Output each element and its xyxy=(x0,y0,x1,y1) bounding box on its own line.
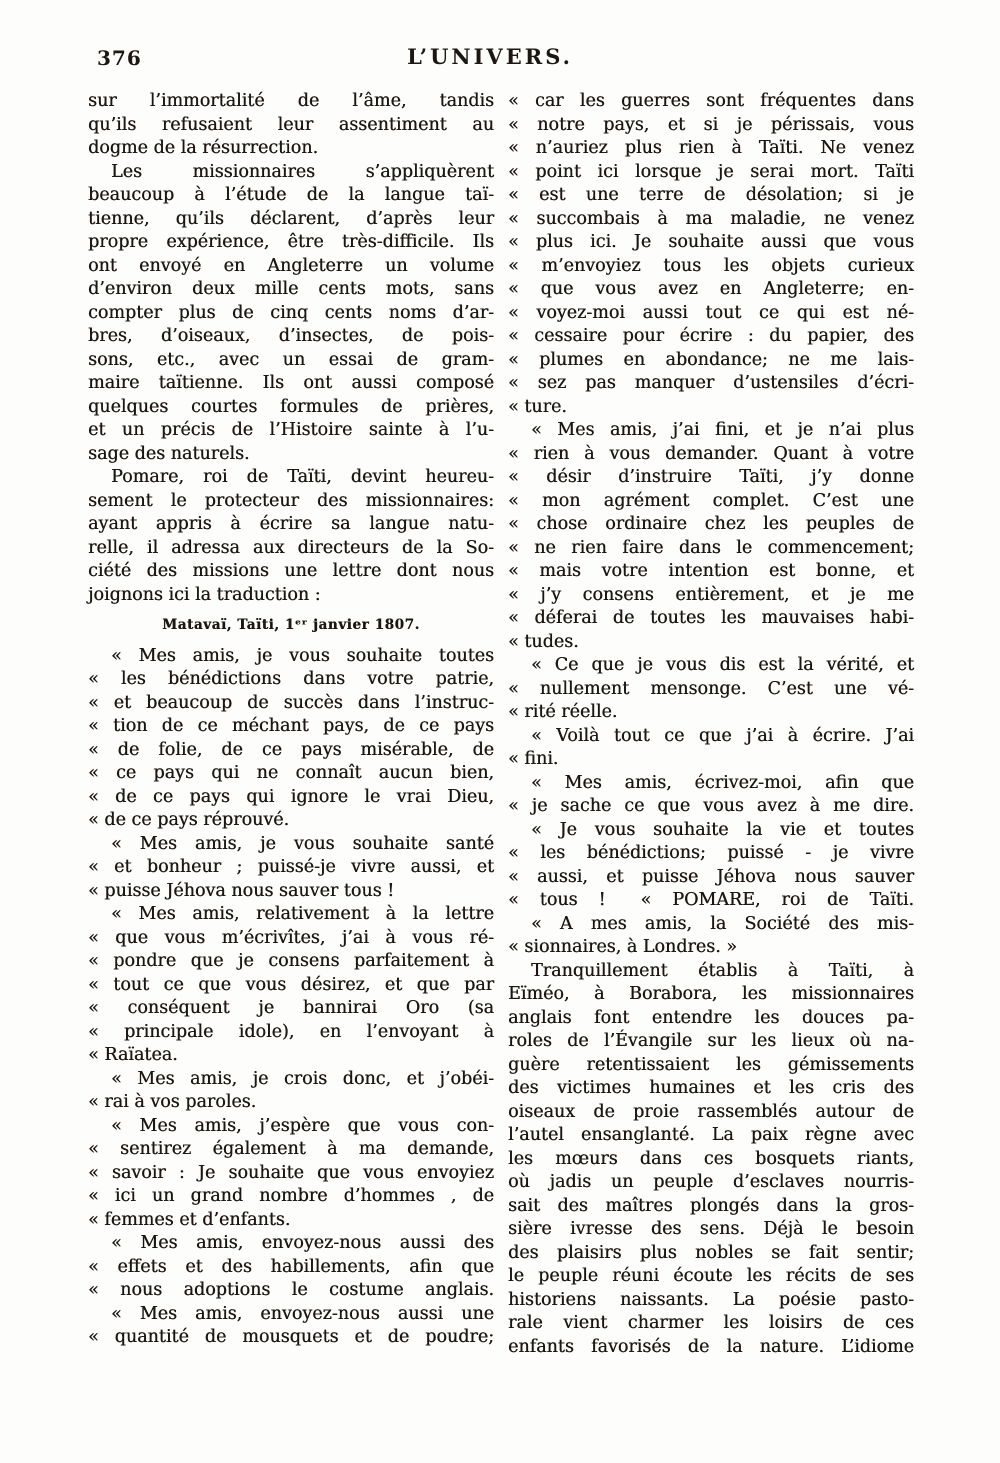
text-line: « sionnaires, à Londres. » xyxy=(508,937,737,957)
text-line: « Mes amis, envoyez-nous aussi des xyxy=(111,1233,494,1253)
text-line: « Mes amis, envoyez-nous aussi une xyxy=(111,1303,494,1324)
text-line: « sez pas manquer d’ustensiles d’écri- xyxy=(508,373,914,393)
text-line: compter plus de cinq cents noms d’ar- xyxy=(88,302,494,323)
text-line: guère retentissaient les gémissements xyxy=(508,1054,914,1075)
text-line: historiens naissants. La poésie pasto- xyxy=(508,1289,914,1310)
text-line: « effets et des habillements, afin que xyxy=(88,1256,494,1277)
text-line: où jadis un peuple d’esclaves nourris- xyxy=(508,1172,914,1192)
text-line: « les bénédictions; puissé - je vivre xyxy=(508,843,914,863)
text-line: rale vient charmer les loisirs de ces xyxy=(508,1313,914,1333)
text-line: « car les guerres sont fréquentes dans xyxy=(508,91,914,111)
text-line: « ne rien faire dans le commencement; xyxy=(508,537,914,558)
text-line: « quantité de mousquets et de poudre; xyxy=(88,1327,494,1347)
text-line: sur l’immortalité de l’âme, tandis xyxy=(88,91,494,111)
text-line: « Mes amis, j’espère que vous con- xyxy=(111,1115,494,1136)
text-line: bres, d’oiseaux, d’insectes, de pois- xyxy=(88,326,494,346)
text-line: « fini. xyxy=(508,749,559,769)
text-line: Les missionnaires s’appliquèrent xyxy=(111,161,494,182)
text-line: « plus ici. Je souhaite aussi que vous xyxy=(508,232,914,252)
text-line: « de folie, de ce pays misérable, de xyxy=(88,739,494,760)
text-line: des plaisirs plus nobles se fait sentir; xyxy=(508,1242,914,1263)
text-line: « ici un grand nombre d’hommes , de xyxy=(88,1186,494,1206)
text-line: « puisse Jéhova nous sauver tous ! xyxy=(88,880,395,901)
text-line: les mœurs dans ces bosquets riants, xyxy=(508,1148,914,1169)
text-line: d’environ deux mille cents mots, sans xyxy=(88,279,494,299)
dateline: Matavaï, Taïti, 1ᵉʳ janvier 1807. xyxy=(162,617,420,633)
text-line: « succombais à ma maladie, ne venez xyxy=(508,208,914,229)
text-line: « je sache ce que vous avez à me dire. xyxy=(508,796,914,816)
text-line: « tout ce que vous désirez, et que par xyxy=(88,974,494,995)
text-line: « notre pays, et si je périssais, vous xyxy=(508,114,914,135)
text-line: « tudes. xyxy=(508,631,579,652)
text-line: « m’envoyiez tous les objets curieux xyxy=(508,255,914,276)
text-line: et un précis de l’Histoire sainte à l’u- xyxy=(88,420,494,440)
text-line: ont envoyé en Angleterre un volume xyxy=(88,255,494,276)
text-line: « rien à vous demander. Quant à votre xyxy=(508,443,914,464)
text-line: tienne, qu’ils déclarent, d’après leur xyxy=(88,208,494,229)
text-line: « mais votre intention est bonne, et xyxy=(508,561,914,581)
text-line: « Mes amis, écrivez-moi, afin que xyxy=(531,772,914,793)
text-line: « mon agrément complet. C’est une xyxy=(508,490,914,511)
text-line: « de ce pays réprouvé. xyxy=(88,810,290,830)
text-line: « A mes amis, la Société des mis- xyxy=(531,913,914,934)
text-line: « ture. xyxy=(508,396,567,417)
text-line: « aussi, et puisse Jéhova nous sauver xyxy=(508,866,914,887)
text-line: « que vous m’écrivîtes, j’ai à vous ré- xyxy=(88,927,494,948)
text-line: oiseaux de proie rassemblés autour de xyxy=(508,1101,914,1122)
text-line: Pomare, roi de Taïti, devint heureu- xyxy=(111,467,494,487)
text-line: « déferai de toutes les mauvaises habi- xyxy=(508,608,914,628)
text-line: « femmes et d’enfants. xyxy=(88,1209,291,1230)
text-line: « j’y consens entièrement, et je me xyxy=(508,584,914,605)
text-line: quelques courtes formules de prières, xyxy=(88,396,494,417)
right-column xyxy=(508,90,914,1359)
text-line: « Voilà tout ce que j’ai à écrire. J’ai xyxy=(531,725,914,746)
running-title: L’UNIVERS. xyxy=(407,44,573,69)
text-line: « que vous avez en Angleterre; en- xyxy=(508,279,914,299)
text-columns xyxy=(88,90,914,1359)
text-line: enfants favorisés de la nature. L’idiome xyxy=(508,1336,914,1357)
text-line: « rité réelle. xyxy=(508,702,618,722)
text-line: « tous ! « POMARE, roi de Taïti. xyxy=(508,890,914,910)
text-line: propre expérience, être très-difficile. Ils xyxy=(88,232,494,252)
text-line: maire taïtienne. Ils ont aussi composé xyxy=(88,373,494,393)
text-line: « nullement mensonge. C’est une vé- xyxy=(508,678,914,699)
text-line: Tranquillement établis à Taïti, à xyxy=(531,960,914,981)
text-line: dogme de la résurrection. xyxy=(88,138,319,158)
text-line: « Mes amis, je vous souhaite toutes xyxy=(111,645,494,666)
text-line: anglais font entendre les douces pa- xyxy=(508,1007,914,1028)
text-line: « Je vous souhaite la vie et toutes xyxy=(531,819,914,840)
text-line: des victimes humaines et les cris des xyxy=(508,1078,914,1098)
text-line: « savoir : Je souhaite que vous envoyiez xyxy=(88,1162,494,1183)
text-line: « n’auriez plus rien à Taïti. Ne venez xyxy=(508,138,914,158)
text-line: « Ce que je vous dis est la vérité, et xyxy=(531,655,914,675)
text-line: sons, etc., avec un essai de gram- xyxy=(88,349,494,370)
text-line: « nous adoptions le costume anglais. xyxy=(88,1280,494,1300)
page-number: 376 xyxy=(97,46,142,70)
text-line: « ce pays qui ne connaît aucun bien, xyxy=(88,763,494,783)
text-line: joignons ici la traduction : xyxy=(88,584,321,605)
text-line: « plumes en abondance; ne me lais- xyxy=(508,349,914,370)
text-line: sement le protecteur des missionnaires: xyxy=(88,490,494,511)
left-column xyxy=(88,90,494,1359)
text-line: « Mes amis, je crois donc, et j’obéi- xyxy=(111,1068,494,1089)
text-line: « et beaucoup de succès dans l’instruc- xyxy=(88,692,494,713)
text-line: l’autel ensanglanté. La paix règne avec xyxy=(508,1125,914,1145)
text-line: « cessaire pour écrire : du papier, des xyxy=(508,326,914,346)
text-line: « les bénédictions dans votre patrie, xyxy=(88,669,494,689)
text-line: « point ici lorsque je serai mort. Taïti xyxy=(508,161,914,182)
text-line: sait des maîtres plongés dans la gros- xyxy=(508,1195,914,1216)
text-line: « de ce pays qui ignore le vrai Dieu, xyxy=(88,786,494,807)
text-line: « Raïatea. xyxy=(88,1045,178,1065)
text-line: « est une terre de désolation; si je xyxy=(508,185,914,205)
text-line: « voyez-moi aussi tout ce qui est né- xyxy=(508,302,914,323)
text-line: qu’ils refusaient leur assentiment au xyxy=(88,114,494,135)
text-line: relle, il adressa aux directeurs de la So- xyxy=(88,537,494,558)
text-line: « sentirez également à ma demande, xyxy=(88,1139,494,1159)
text-line: « rai à vos paroles. xyxy=(88,1092,257,1112)
text-line: Eïméo, à Borabora, les missionnaires xyxy=(508,984,914,1004)
text-line: « désir d’instruire Taïti, j’y donne xyxy=(508,467,914,487)
text-line: ayant appris à écrire sa langue natu- xyxy=(88,514,494,534)
text-line: « conséquent je bannirai Oro (sa xyxy=(88,998,494,1018)
text-line: « tion de ce méchant pays, de ce pays xyxy=(88,716,494,736)
text-line: « et bonheur ; puissé-je vivre aussi, et xyxy=(88,857,494,877)
text-line: « Mes amis, j’ai fini, et je n’ai plus xyxy=(531,420,914,440)
text-line: sage des naturels. xyxy=(88,443,250,464)
text-line: sière ivresse des sens. Déjà le besoin xyxy=(508,1219,914,1239)
text-line: « Mes amis, je vous souhaite santé xyxy=(111,833,494,854)
text-line: « chose ordinaire chez les peuples de xyxy=(508,514,914,534)
text-line: le peuple réuni écoute les récits de ses xyxy=(508,1266,914,1286)
text-line: ciété des missions une lettre dont nous xyxy=(88,561,494,581)
text-line: « Mes amis, relativement à la lettre xyxy=(111,904,494,924)
text-line: « pondre que je consens parfaitement à xyxy=(88,951,494,971)
text-line: « principale idole), en l’envoyant à xyxy=(88,1021,494,1042)
text-line: roles de l’Évangile sur les lieux où na- xyxy=(508,1031,914,1051)
text-line: beaucoup à l’étude de la langue taï- xyxy=(88,185,494,205)
